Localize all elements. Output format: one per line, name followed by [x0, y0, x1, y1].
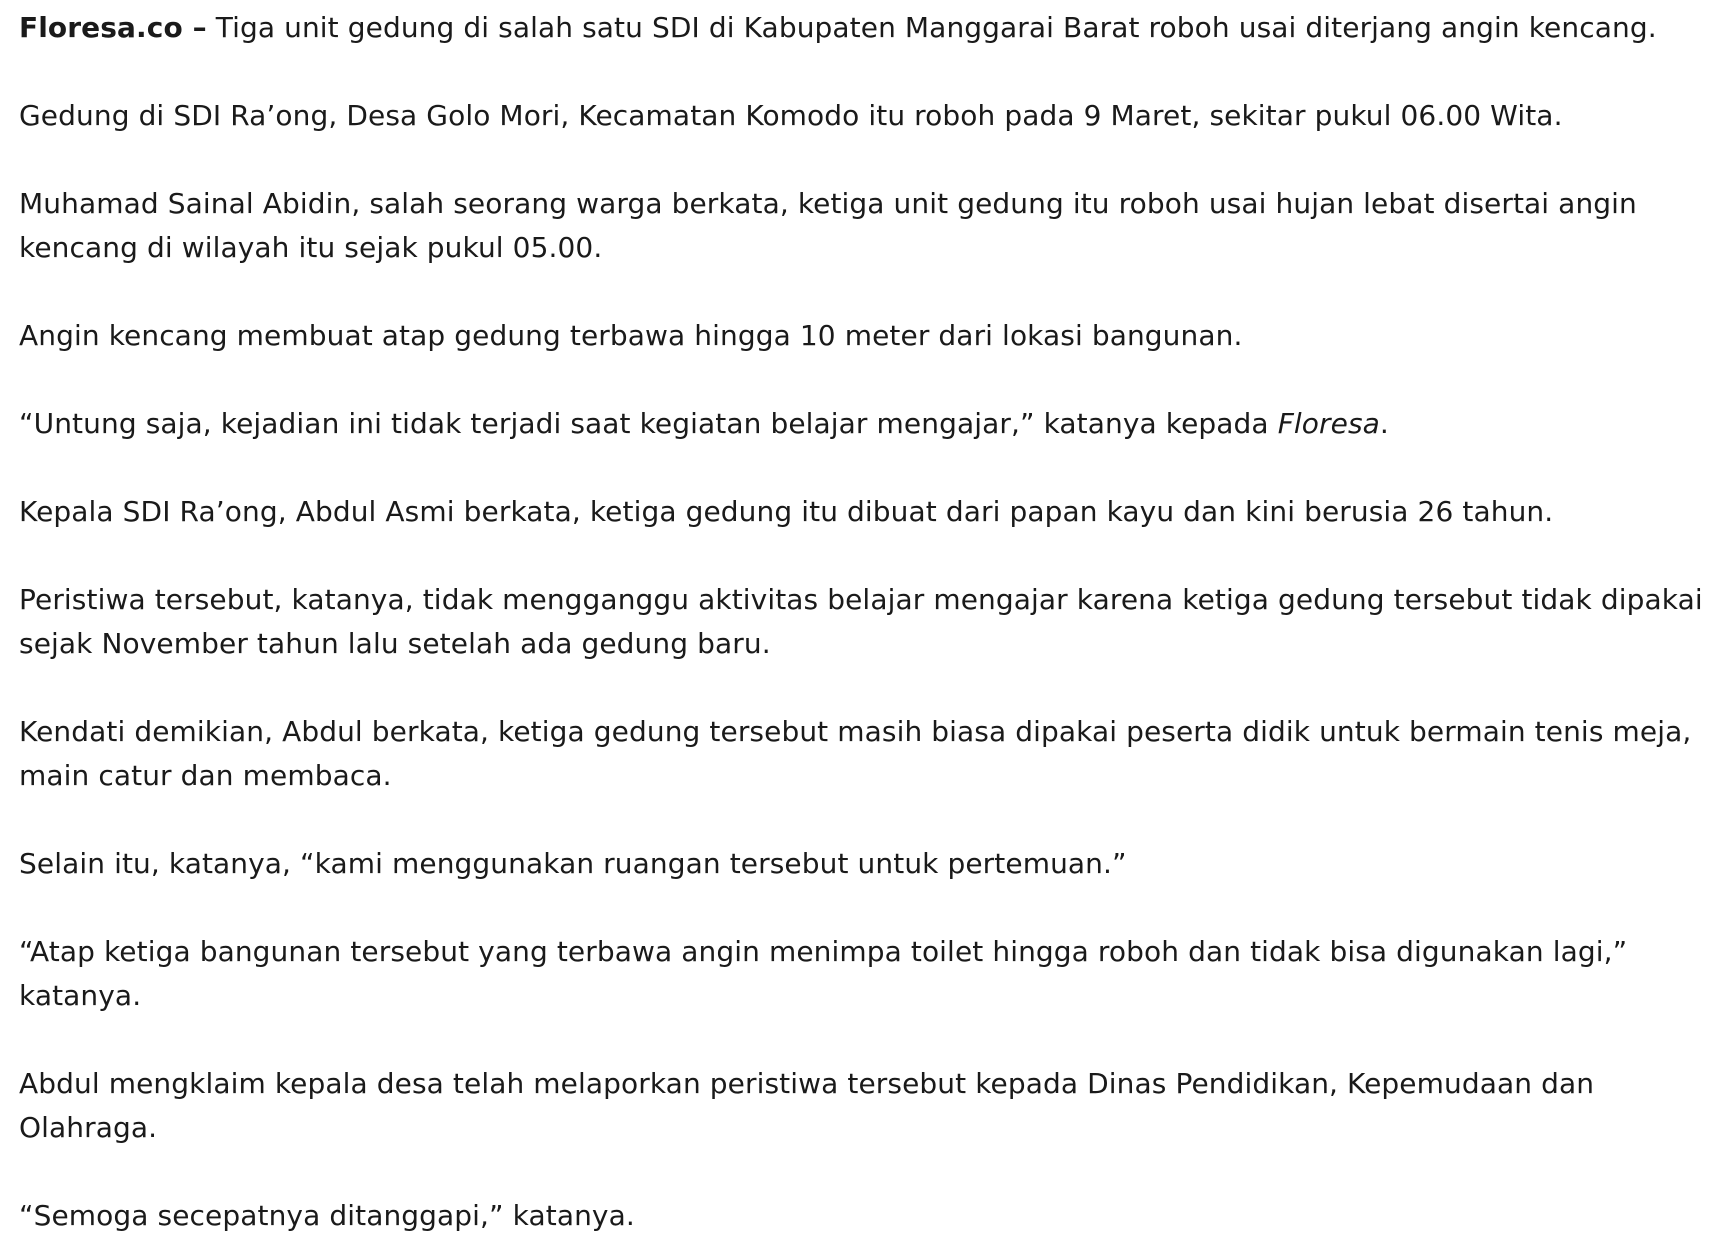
paragraph: Muhamad Sainal Abidin, salah seorang warga berkata, ketiga unit gedung itu roboh usai hujan lebat disertai angin kencang di wilayah itu sejak pukul 05.00. [19, 187, 1637, 264]
paragraph-lead [19, 0, 1728, 50]
paragraph: Abdul mengklaim kepala desa telah melaporkan peristiwa tersebut kepada Dinas Pendidikan, Kepemudaan dan Olahraga. [19, 1067, 1595, 1144]
paragraph: Gedung di SDI Ra’ong, Desa Golo Mori, Kecamatan Komodo itu roboh pada 9 Maret, sekitar pukul 06.00 Wita. [19, 99, 1563, 132]
lead-text: Tiga unit gedung di salah satu SDI di Kabupaten Manggarai Barat roboh usai diterjang angin kencang. [206, 11, 1657, 44]
paragraph: Peristiwa tersebut, katanya, tidak mengganggu aktivitas belajar mengajar karena ketiga gedung tersebut tidak dipakai sejak November tahun lalu setelah ada gedung baru. [19, 583, 1703, 660]
publication-name: Floresa [1277, 407, 1380, 440]
quote-text: “Untung saja, kejadian ini tidak terjadi saat kegiatan belajar mengajar,” katanya kepada [19, 407, 1278, 440]
paragraph: Kepala SDI Ra’ong, Abdul Asmi berkata, ketiga gedung itu dibuat dari papan kayu dan kini berusia 26 tahun. [19, 495, 1554, 528]
paragraph: “Semoga secepatnya ditanggapi,” katanya. [19, 1199, 635, 1232]
paragraph-quote [19, 402, 1728, 446]
dateline: Floresa.co – [19, 11, 207, 44]
paragraph: Kendati demikian, Abdul berkata, ketiga gedung tersebut masih biasa dipakai peserta didik untuk bermain tenis meja, main catur dan membaca. [19, 715, 1692, 792]
paragraph: Angin kencang membuat atap gedung terbawa hingga 10 meter dari lokasi bangunan. [19, 319, 1243, 352]
paragraph: Selain itu, katanya, “kami menggunakan ruangan tersebut untuk pertemuan.” [19, 847, 1127, 880]
quote-end: . [1379, 407, 1389, 440]
paragraph: “Atap ketiga bangunan tersebut yang terbawa angin menimpa toilet hingga roboh dan tidak bisa digunakan lagi,” katanya. [19, 935, 1628, 1012]
